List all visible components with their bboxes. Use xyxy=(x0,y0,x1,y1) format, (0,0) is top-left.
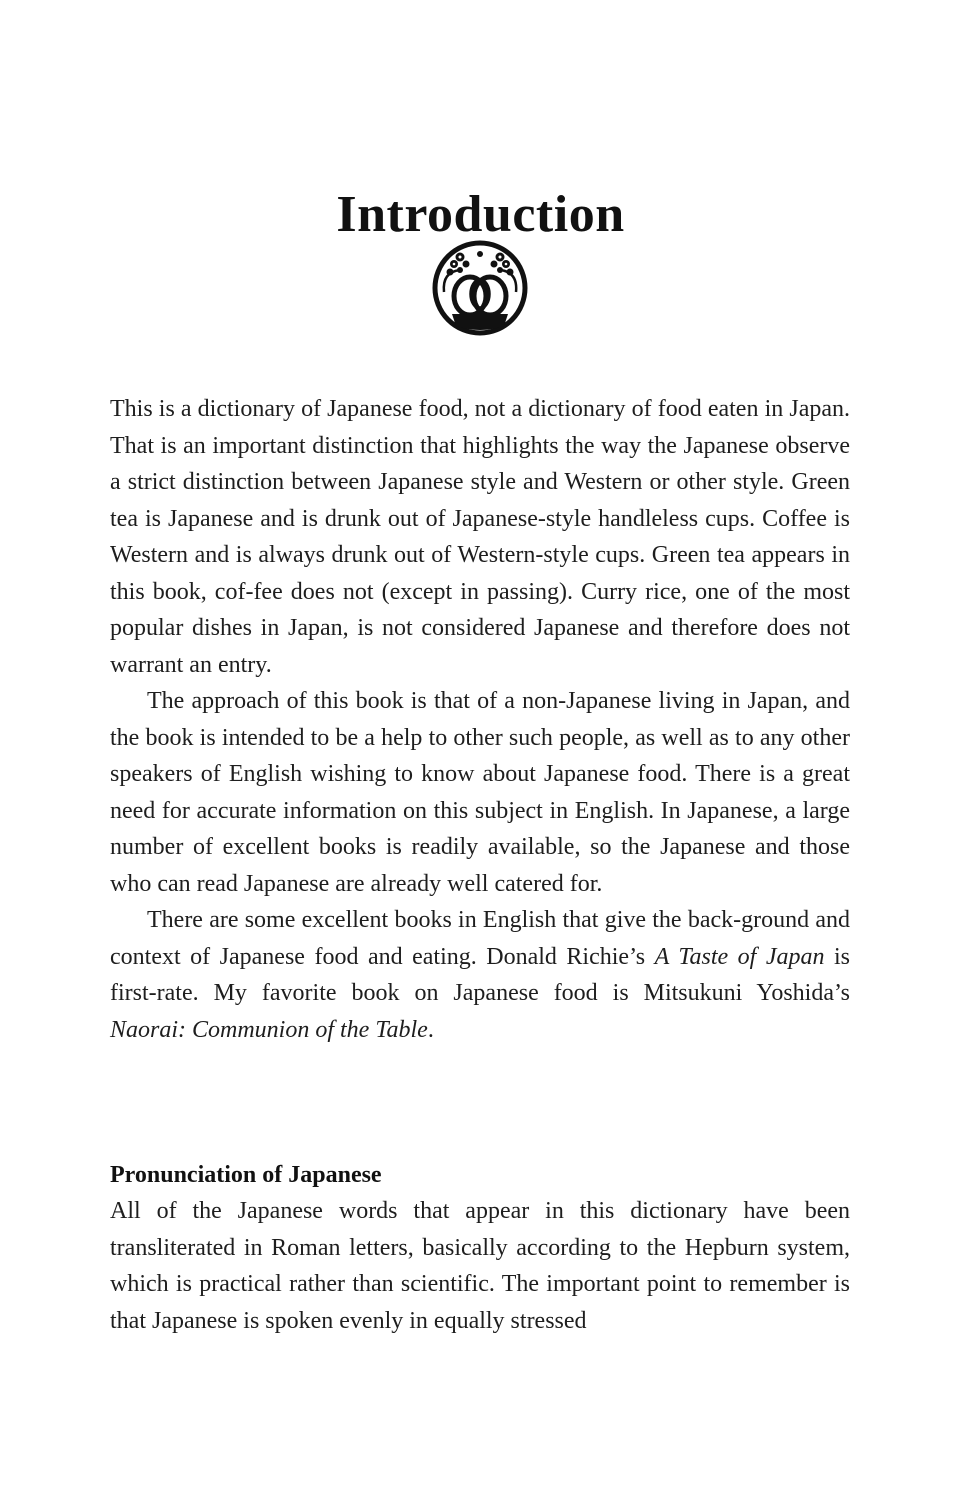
family-crest-icon xyxy=(430,240,530,336)
section-heading-pronunciation: Pronunciation of Japanese xyxy=(110,1162,382,1188)
paragraph-2: The approach of this book is that of a non-Japanese living in Japan, and the book is intended to be a help to other such people, as well as to any other speakers of English wishing to know about Japanese food. There is a great need for accurate information on this subject in English. In Japanese, a large number of excellent books is readily available, so the Japanese and those who can read Japanese are already well catered for. xyxy=(110,688,850,897)
book-title-naorai: Naorai: Communion of the Table xyxy=(110,1016,428,1043)
paragraph-3-part-3: . xyxy=(427,1016,434,1043)
book-title-a-taste-of-japan: A Taste of Japan xyxy=(654,943,825,970)
pronunciation-body xyxy=(110,1193,850,1339)
paragraph-3-part-1: There are some excellent books in English that give the back-ground and context of Japanese food and eating. Donald Richie’s xyxy=(110,907,850,970)
paragraph-3 xyxy=(110,902,850,1048)
paragraph-3-part-2: is first-rate. My favorite book on Japanese food is Mitsukuni Yoshida’s xyxy=(110,943,851,1006)
paragraph-1: This is a dictionary of Japanese food, not a dictionary of food eaten in Japan. That is an important distinction that highlights the way the Japanese observe a strict distinction between Japanese style and Western or other style. Green tea is Japanese and is drunk out of Japanese-style handleless cups. Coffee is Western and is always drunk out of Western-style cups. Green tea appears in this book, cof-fee does not (except in passing). Curry rice, one of the most popular dishes in Japan, is not considered Japanese and therefore does not warrant an entry. xyxy=(110,396,850,678)
page-title: Introduction xyxy=(336,185,625,243)
introduction-body xyxy=(110,391,850,1048)
paragraph-4: All of the Japanese words that appear in this dictionary have been transliterated in Roman letters, basically according to the Hepburn system, which is practical rather than scientific. The important point to remember is that Japanese is spoken evenly in equally stressed xyxy=(110,1198,850,1334)
